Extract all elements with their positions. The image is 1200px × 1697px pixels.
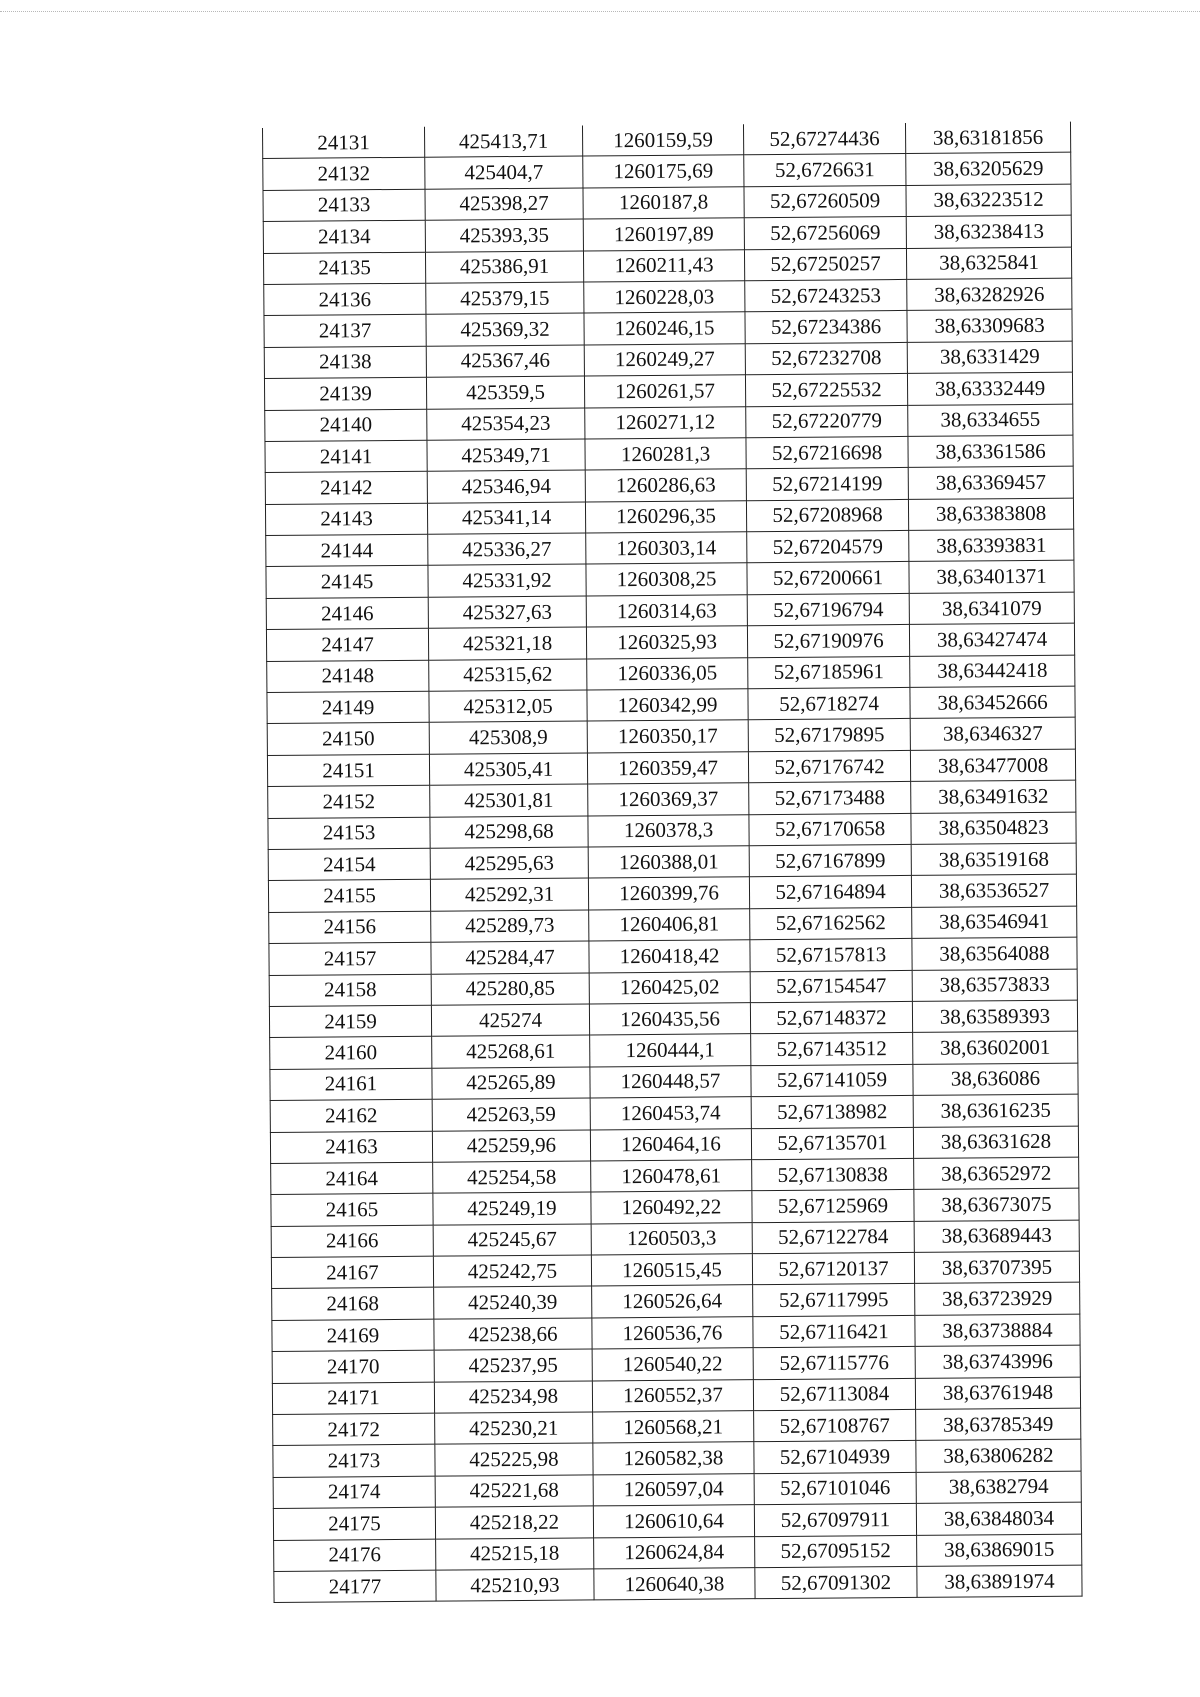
point-number-cell: 24162: [270, 1099, 432, 1132]
latitude-cell: 52,67200661: [747, 562, 909, 595]
point-number-cell: 24139: [264, 377, 426, 410]
x-coordinate-cell: 425284,47: [431, 941, 589, 974]
longitude-cell: 38,63602001: [913, 1031, 1078, 1064]
coordinates-table: [262, 122, 1083, 1604]
y-coordinate-cell: 1260350,17: [587, 720, 748, 753]
latitude-cell: 52,67157813: [750, 939, 912, 972]
latitude-cell: 52,67208968: [746, 499, 908, 532]
x-coordinate-cell: 425295,63: [430, 847, 588, 880]
x-coordinate-cell: 425354,23: [427, 407, 585, 440]
longitude-cell: 38,63383808: [908, 498, 1073, 531]
y-coordinate-cell: 1260296,35: [585, 500, 746, 533]
point-number-cell: 24137: [264, 315, 426, 348]
y-coordinate-cell: 1260597,04: [593, 1473, 754, 1506]
longitude-cell: 38,63282926: [907, 278, 1072, 311]
x-coordinate-cell: 425386,91: [425, 251, 583, 284]
point-number-cell: 24142: [265, 472, 427, 505]
y-coordinate-cell: 1260228,03: [584, 281, 745, 314]
y-coordinate-cell: 1260187,8: [583, 186, 744, 219]
x-coordinate-cell: 425413,71: [424, 125, 582, 157]
longitude-cell: 38,6325841: [906, 247, 1071, 280]
x-coordinate-cell: 425298,68: [430, 816, 588, 849]
y-coordinate-cell: 1260286,63: [585, 469, 746, 502]
y-coordinate-cell: 1260159,59: [582, 124, 743, 156]
latitude-cell: 52,67091302: [755, 1566, 917, 1599]
longitude-cell: 38,63223512: [906, 184, 1071, 217]
point-number-cell: 24155: [268, 880, 430, 913]
y-coordinate-cell: 1260388,01: [588, 846, 749, 879]
latitude-cell: 52,67167899: [749, 844, 911, 877]
point-number-cell: 24143: [265, 503, 427, 536]
x-coordinate-cell: 425259,96: [432, 1129, 590, 1162]
longitude-cell: 38,63205629: [906, 153, 1071, 186]
x-coordinate-cell: 425336,27: [428, 533, 586, 566]
x-coordinate-cell: 425393,35: [425, 219, 583, 252]
x-coordinate-cell: 425215,18: [436, 1538, 594, 1571]
x-coordinate-cell: 425331,92: [428, 564, 586, 597]
y-coordinate-cell: 1260552,37: [592, 1379, 753, 1412]
longitude-cell: 38,63546941: [912, 906, 1077, 939]
y-coordinate-cell: 1260448,57: [590, 1065, 751, 1098]
x-coordinate-cell: 425263,59: [432, 1098, 590, 1131]
x-coordinate-cell: 425346,94: [427, 470, 585, 503]
longitude-cell: 38,63738884: [915, 1314, 1080, 1347]
latitude-cell: 52,67125969: [752, 1190, 914, 1223]
longitude-cell: 38,63616235: [913, 1094, 1078, 1127]
latitude-cell: 52,67179895: [748, 719, 910, 752]
longitude-cell: 38,63891974: [917, 1565, 1082, 1598]
x-coordinate-cell: 425249,19: [433, 1192, 591, 1225]
latitude-cell: 52,67164894: [749, 876, 911, 909]
y-coordinate-cell: 1260515,45: [591, 1254, 752, 1287]
x-coordinate-cell: 425349,71: [427, 439, 585, 472]
coordinate-sheet: [262, 122, 1082, 1604]
x-coordinate-cell: 425280,85: [431, 973, 589, 1006]
point-number-cell: 24172: [273, 1413, 435, 1446]
latitude-cell: 52,67135701: [751, 1127, 913, 1160]
y-coordinate-cell: 1260624,84: [594, 1536, 755, 1569]
point-number-cell: 24146: [266, 597, 428, 630]
x-coordinate-cell: 425308,9: [429, 721, 587, 754]
x-coordinate-cell: 425234,98: [434, 1381, 592, 1414]
x-coordinate-cell: 425289,73: [431, 910, 589, 943]
point-number-cell: 24152: [268, 785, 430, 818]
longitude-cell: 38,63848034: [916, 1502, 1081, 1535]
latitude-cell: 52,67101046: [754, 1472, 916, 1505]
point-number-cell: 24165: [271, 1193, 433, 1226]
latitude-cell: 52,67148372: [750, 1001, 912, 1034]
point-number-cell: 24131: [262, 127, 424, 159]
longitude-cell: 38,6346327: [910, 718, 1075, 751]
point-number-cell: 24150: [267, 723, 429, 756]
point-number-cell: 24164: [271, 1162, 433, 1195]
latitude-cell: 52,67216698: [746, 436, 908, 469]
point-number-cell: 24135: [263, 252, 425, 285]
y-coordinate-cell: 1260444,1: [590, 1034, 751, 1067]
point-number-cell: 24145: [266, 566, 428, 599]
longitude-cell: 38,63761948: [915, 1377, 1080, 1410]
x-coordinate-cell: 425238,66: [434, 1318, 592, 1351]
latitude-cell: 52,67260509: [744, 185, 906, 218]
point-number-cell: 24147: [266, 628, 428, 661]
longitude-cell: 38,63332449: [907, 372, 1072, 405]
x-coordinate-cell: 425268,61: [432, 1035, 590, 1068]
latitude-cell: 52,67225532: [745, 374, 907, 407]
x-coordinate-cell: 425305,41: [429, 753, 587, 786]
x-coordinate-cell: 425274: [431, 1004, 589, 1037]
y-coordinate-cell: 1260540,22: [592, 1348, 753, 1381]
latitude-cell: 52,67274436: [743, 123, 905, 155]
latitude-cell: 52,67122784: [752, 1221, 914, 1254]
x-coordinate-cell: 425404,7: [425, 156, 583, 189]
y-coordinate-cell: 1260303,14: [586, 532, 747, 565]
latitude-cell: 52,6726631: [744, 154, 906, 187]
longitude-cell: 38,63491632: [911, 780, 1076, 813]
longitude-cell: 38,6341079: [909, 592, 1074, 625]
y-coordinate-cell: 1260249,27: [584, 343, 745, 376]
point-number-cell: 24138: [264, 346, 426, 379]
point-number-cell: 24169: [272, 1319, 434, 1352]
longitude-cell: 38,63573833: [912, 969, 1077, 1002]
latitude-cell: 52,6718274: [748, 687, 910, 720]
latitude-cell: 52,67173488: [749, 782, 911, 815]
latitude-cell: 52,67117995: [753, 1284, 915, 1317]
point-number-cell: 24176: [274, 1539, 436, 1572]
x-coordinate-cell: 425359,5: [426, 376, 584, 409]
scan-edge-line: [0, 11, 1200, 12]
latitude-cell: 52,67104939: [754, 1441, 916, 1474]
longitude-cell: 38,63309683: [907, 309, 1072, 342]
point-number-cell: 24167: [271, 1256, 433, 1289]
latitude-cell: 52,67170658: [749, 813, 911, 846]
point-number-cell: 24157: [269, 942, 431, 975]
point-number-cell: 24159: [269, 1005, 431, 1038]
y-coordinate-cell: 1260271,12: [585, 406, 746, 439]
y-coordinate-cell: 1260246,15: [584, 312, 745, 345]
point-number-cell: 24154: [268, 848, 430, 881]
longitude-cell: 38,63652972: [914, 1157, 1079, 1190]
point-number-cell: 24149: [267, 691, 429, 724]
y-coordinate-cell: 1260325,93: [586, 626, 747, 659]
longitude-cell: 38,63631628: [913, 1126, 1078, 1159]
latitude-cell: 52,67154547: [750, 970, 912, 1003]
latitude-cell: 52,67138982: [751, 1096, 913, 1129]
longitude-cell: 38,6334655: [908, 404, 1073, 437]
x-coordinate-cell: 425265,89: [432, 1067, 590, 1100]
point-number-cell: 24170: [272, 1350, 434, 1383]
latitude-cell: 52,67256069: [744, 217, 906, 250]
x-coordinate-cell: 425398,27: [425, 188, 583, 221]
longitude-cell: 38,63181856: [905, 122, 1070, 154]
x-coordinate-cell: 425327,63: [428, 596, 586, 629]
point-number-cell: 24173: [273, 1445, 435, 1478]
x-coordinate-cell: 425225,98: [435, 1443, 593, 1476]
latitude-cell: 52,67190976: [747, 625, 909, 658]
longitude-cell: 38,63519168: [911, 843, 1076, 876]
point-number-cell: 24163: [270, 1131, 432, 1164]
x-coordinate-cell: 425240,39: [434, 1286, 592, 1319]
y-coordinate-cell: 1260568,21: [593, 1411, 754, 1444]
point-number-cell: 24141: [265, 440, 427, 473]
y-coordinate-cell: 1260526,64: [592, 1285, 753, 1318]
x-coordinate-cell: 425321,18: [428, 627, 586, 660]
longitude-cell: 38,63393831: [909, 529, 1074, 562]
point-number-cell: 24144: [266, 534, 428, 567]
point-number-cell: 24175: [273, 1507, 435, 1540]
latitude-cell: 52,67097911: [754, 1504, 916, 1537]
longitude-cell: 38,63369457: [908, 466, 1073, 499]
longitude-cell: 38,63361586: [908, 435, 1073, 468]
y-coordinate-cell: 1260369,37: [588, 783, 749, 816]
x-coordinate-cell: 425218,22: [435, 1506, 593, 1539]
coordinates-table-body: [262, 122, 1082, 1603]
longitude-cell: 38,636086: [913, 1063, 1078, 1096]
latitude-cell: 52,67116421: [753, 1315, 915, 1348]
y-coordinate-cell: 1260582,38: [593, 1442, 754, 1475]
x-coordinate-cell: 425242,75: [433, 1255, 591, 1288]
point-number-cell: 24151: [267, 754, 429, 787]
y-coordinate-cell: 1260425,02: [589, 971, 750, 1004]
y-coordinate-cell: 1260336,05: [587, 657, 748, 690]
x-coordinate-cell: 425245,67: [433, 1224, 591, 1257]
point-number-cell: 24166: [271, 1225, 433, 1258]
y-coordinate-cell: 1260342,99: [587, 689, 748, 722]
x-coordinate-cell: 425237,95: [434, 1349, 592, 1382]
y-coordinate-cell: 1260211,43: [583, 249, 744, 282]
x-coordinate-cell: 425367,46: [426, 345, 584, 378]
longitude-cell: 38,63869015: [917, 1534, 1082, 1567]
latitude-cell: 52,67130838: [752, 1158, 914, 1191]
longitude-cell: 38,63427474: [909, 623, 1074, 656]
longitude-cell: 38,63504823: [911, 812, 1076, 845]
longitude-cell: 38,63452666: [910, 686, 1075, 719]
latitude-cell: 52,67243253: [745, 279, 907, 312]
longitude-cell: 38,63673075: [914, 1188, 1079, 1221]
latitude-cell: 52,67143512: [751, 1033, 913, 1066]
longitude-cell: 38,63723929: [915, 1283, 1080, 1316]
x-coordinate-cell: 425341,14: [427, 502, 585, 535]
x-coordinate-cell: 425315,62: [429, 659, 587, 692]
point-number-cell: 24133: [263, 189, 425, 222]
longitude-cell: 38,63785349: [916, 1408, 1081, 1441]
y-coordinate-cell: 1260503,3: [591, 1222, 752, 1255]
latitude-cell: 52,67196794: [747, 593, 909, 626]
point-number-cell: 24140: [265, 409, 427, 442]
longitude-cell: 38,63477008: [910, 749, 1075, 782]
y-coordinate-cell: 1260261,57: [584, 375, 745, 408]
y-coordinate-cell: 1260175,69: [583, 155, 744, 188]
longitude-cell: 38,63564088: [912, 937, 1077, 970]
y-coordinate-cell: 1260359,47: [587, 752, 748, 785]
x-coordinate-cell: 425292,31: [430, 878, 588, 911]
longitude-cell: 38,6331429: [907, 341, 1072, 374]
latitude-cell: 52,67108767: [754, 1409, 916, 1442]
x-coordinate-cell: 425369,32: [426, 313, 584, 346]
y-coordinate-cell: 1260435,56: [589, 1003, 750, 1036]
longitude-cell: 38,63707395: [914, 1251, 1079, 1284]
x-coordinate-cell: 425301,81: [430, 784, 588, 817]
point-number-cell: 24134: [263, 220, 425, 253]
y-coordinate-cell: 1260281,3: [585, 438, 746, 471]
longitude-cell: 38,6382794: [916, 1471, 1081, 1504]
point-number-cell: 24171: [272, 1382, 434, 1415]
latitude-cell: 52,67141059: [751, 1064, 913, 1097]
y-coordinate-cell: 1260492,22: [591, 1191, 752, 1224]
longitude-cell: 38,63536527: [911, 875, 1076, 908]
point-number-cell: 24132: [263, 158, 425, 191]
point-number-cell: 24156: [269, 911, 431, 944]
y-coordinate-cell: 1260314,63: [586, 595, 747, 628]
latitude-cell: 52,67234386: [745, 311, 907, 344]
x-coordinate-cell: 425230,21: [435, 1412, 593, 1445]
y-coordinate-cell: 1260453,74: [590, 1097, 751, 1130]
point-number-cell: 24148: [267, 660, 429, 693]
y-coordinate-cell: 1260464,16: [590, 1128, 751, 1161]
latitude-cell: 52,67185961: [748, 656, 910, 689]
point-number-cell: 24160: [270, 1037, 432, 1070]
x-coordinate-cell: 425379,15: [426, 282, 584, 315]
latitude-cell: 52,67176742: [748, 750, 910, 783]
y-coordinate-cell: 1260640,38: [594, 1568, 755, 1601]
latitude-cell: 52,67095152: [755, 1535, 917, 1568]
x-coordinate-cell: 425221,68: [435, 1475, 593, 1508]
table-row: [274, 1565, 1082, 1603]
latitude-cell: 52,67220779: [746, 405, 908, 438]
longitude-cell: 38,63442418: [910, 655, 1075, 688]
x-coordinate-cell: 425254,58: [433, 1161, 591, 1194]
latitude-cell: 52,67232708: [745, 342, 907, 375]
y-coordinate-cell: 1260478,61: [591, 1160, 752, 1193]
point-number-cell: 24174: [273, 1476, 435, 1509]
longitude-cell: 38,63589393: [912, 1000, 1077, 1033]
y-coordinate-cell: 1260418,42: [589, 940, 750, 973]
y-coordinate-cell: 1260536,76: [592, 1317, 753, 1350]
point-number-cell: 24158: [269, 974, 431, 1007]
latitude-cell: 52,67214199: [746, 468, 908, 501]
latitude-cell: 52,67115776: [753, 1347, 915, 1380]
x-coordinate-cell: 425312,05: [429, 690, 587, 723]
latitude-cell: 52,67162562: [750, 907, 912, 940]
y-coordinate-cell: 1260399,76: [588, 877, 749, 910]
y-coordinate-cell: 1260378,3: [588, 814, 749, 847]
latitude-cell: 52,67120137: [752, 1252, 914, 1285]
y-coordinate-cell: 1260308,25: [586, 563, 747, 596]
y-coordinate-cell: 1260610,64: [593, 1505, 754, 1538]
longitude-cell: 38,63689443: [914, 1220, 1079, 1253]
point-number-cell: 24168: [272, 1288, 434, 1321]
latitude-cell: 52,67113084: [753, 1378, 915, 1411]
longitude-cell: 38,63238413: [906, 215, 1071, 248]
point-number-cell: 24153: [268, 817, 430, 850]
y-coordinate-cell: 1260197,89: [583, 218, 744, 251]
point-number-cell: 24136: [264, 283, 426, 316]
y-coordinate-cell: 1260406,81: [589, 908, 750, 941]
latitude-cell: 52,67204579: [747, 531, 909, 564]
longitude-cell: 38,63743996: [915, 1345, 1080, 1378]
latitude-cell: 52,67250257: [744, 248, 906, 281]
x-coordinate-cell: 425210,93: [436, 1569, 594, 1602]
point-number-cell: 24161: [270, 1068, 432, 1101]
point-number-cell: 24177: [274, 1570, 436, 1603]
longitude-cell: 38,63401371: [909, 561, 1074, 594]
longitude-cell: 38,63806282: [916, 1440, 1081, 1473]
